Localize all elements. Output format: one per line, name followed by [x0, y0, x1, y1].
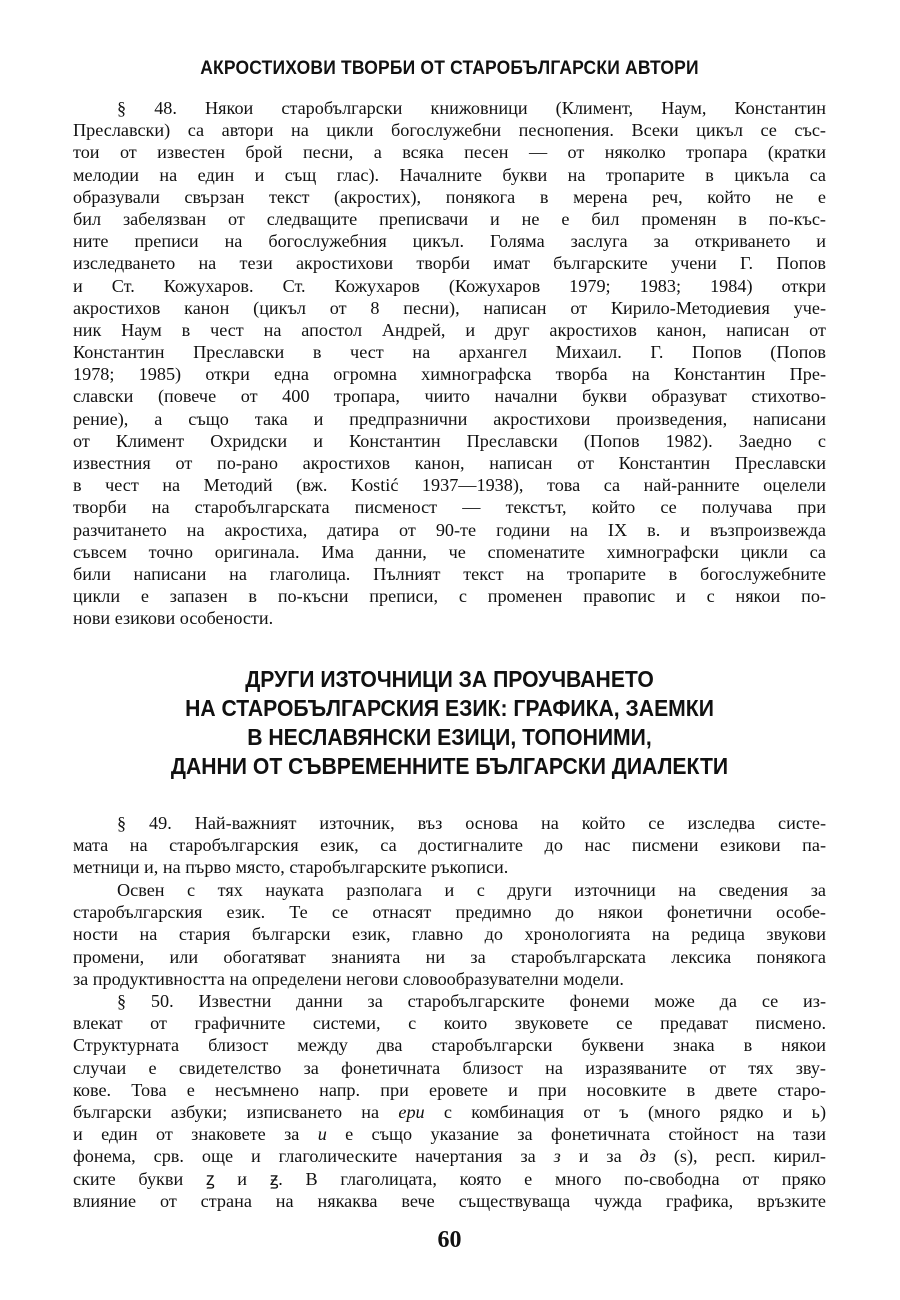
- text-line: 1978; 1985) откри една огромна химнографска творба на Константин Пре-: [73, 364, 826, 385]
- text-line: славски (повече от 400 тропара, чиито начални букви образуват стихотво-: [73, 386, 826, 407]
- text-line: разчитането на акростиха, датира от 90-те години на IX в. и възпроизвежда: [73, 519, 826, 540]
- text-line: § 48. Някои старобългарски книжовници (Климент, Наум, Константин: [117, 98, 826, 118]
- text-line: ник Наум в чест на апостол Андрей, и друг акростихов канон, написан от: [73, 319, 826, 340]
- text-line: от Климент Охридски и Константин Преславски (Попов 1982). Заедно с: [73, 430, 826, 451]
- text-line: в чест на Методий (вж. Kostić 1937—1938), това са най-ранните оцелели: [73, 475, 826, 496]
- text-line: цикли е запазен в по-късни преписи, с променен правопис и с някои по-: [73, 586, 826, 607]
- text-line: метници и, на първо място, старобългарските ръкописи.: [73, 857, 509, 878]
- page-number: 60: [437, 1227, 462, 1253]
- text-line: Константин Преславски в чест на архангел Михаил. Г. Попов (Попов: [73, 342, 826, 363]
- text-line: мелодии на един и същ глас). Началните букви на тропарите в цикъла са: [73, 164, 826, 185]
- text-line: за продуктивността на определени негови словообразувателни модели.: [73, 968, 624, 989]
- text-line: образували свързан текст (акростих), понякога в мерена реч, който не е: [73, 186, 826, 207]
- section-title-line: НА СТАРОБЪЛГАРСКИЯ ЕЗИК: ГРАФИКА, ЗАЕМКИ: [185, 695, 714, 721]
- text-line: бил забелязван от следващите преписвачи и не е бил променян в по-къс-: [73, 208, 826, 229]
- text-line: акростихов канон (цикъл от 8 песни), написан от Кирило-Методиевия уче-: [73, 297, 826, 318]
- section-title-line: В НЕСЛАВЯНСКИ ЕЗИЦИ, ТОПОНИМИ,: [247, 724, 652, 750]
- text-line: изследването на тези акростихови творби имат българските учени Г. Попов: [73, 253, 826, 274]
- italic-term: и: [317, 1124, 327, 1145]
- text-line: известния от по-рано акростихов канон, написан от Константин Преславски: [73, 453, 826, 473]
- italic-term: з: [553, 1146, 561, 1167]
- section-title-line: ДАННИ ОТ СЪВРЕМЕННИТЕ БЪЛГАРСКИ ДИАЛЕКТИ: [170, 753, 729, 779]
- text-line: ности на стария български език, главно до хронологията на редица звукови: [73, 924, 826, 945]
- text-line: влияние от страна на някаква вече съществуваща чужда графика, връзките: [73, 1190, 826, 1211]
- section-title-line: ДРУГИ ИЗТОЧНИЦИ ЗА ПРОУЧВАНЕТО: [245, 666, 654, 692]
- italic-term: ери: [398, 1101, 425, 1122]
- paragraph-48: [73, 97, 826, 630]
- text-line: нови езикови особености.: [73, 608, 274, 629]
- text-line: ските букви ꙁ и ꙃ. В глаголицата, която е много по-свободна от пряко: [73, 1168, 826, 1189]
- text-line: кове. Това е несъмнено напр. при еровете и при носовките в двете старо-: [73, 1079, 826, 1100]
- text-line: ните преписи на богослужебния цикъл. Голяма заслуга за откриването и: [73, 231, 826, 252]
- text-line: български азбуки; изписването на ери с комбинация от ъ (много рядко и ь): [73, 1101, 826, 1122]
- text-line: мата на старобългарския език, са достигналите до нас писмени езикови па-: [73, 835, 826, 856]
- text-line: творби на старобългарската писменост — текстът, който се получава при: [73, 497, 826, 518]
- text-line: Преславски) са автори на цикли богослужебни песнопения. Всеки цикъл се със-: [73, 120, 826, 141]
- text-line: фонема, срв. още и глаголическите начертания за з и за дз (ѕ), респ. кирил-: [73, 1146, 826, 1167]
- text-line: § 49. Най-важният източник, въз основа на който се изследва систе-: [117, 813, 826, 833]
- text-line: тои от известен брой песни, а всяка песен — от няколко тропара (кратки: [73, 142, 826, 163]
- text-line: Освен с тях науката разполага и с други източници на сведения за: [117, 880, 826, 900]
- text-line: и Ст. Кожухаров. Ст. Кожухаров (Кожухаров 1979; 1983; 1984) откри: [73, 275, 826, 296]
- text-line: влекат от графичните системи, с които звуковете се предават писмено.: [73, 1013, 826, 1034]
- text-line: старобългарския език. Те се отнасят предимно до някои фонетични особе-: [73, 902, 826, 923]
- section-title: [111, 665, 789, 781]
- paragraph-50: [73, 990, 826, 1212]
- paragraph-49-continued: [73, 879, 826, 990]
- text-line: рение), а също така и предпразнични акростихови произведения, написани: [73, 408, 826, 429]
- text-line: промени, или обогатяват знанията ни за старобългарската лексика понякога: [73, 946, 826, 967]
- text-line: съвсем точно оригинала. Има данни, че споменатите химнографски цикли са: [73, 541, 826, 562]
- text-line: § 50. Известни данни за старобългарските фонеми може да се из-: [117, 991, 826, 1011]
- running-head: АКРОСТИХОВИ ТВОРБИ ОТ СТАРОБЪЛГАРСКИ АВТОРИ: [200, 58, 699, 79]
- paragraph-49: [73, 812, 826, 879]
- text-line: и един от знаковете за и е също указание за фонетичната стойност на тази: [73, 1124, 826, 1145]
- italic-term: дз: [639, 1146, 656, 1167]
- text-line: били написани на глаголица. Пълният текст на тропарите в богослужебните: [73, 563, 826, 584]
- text-line: случаи е свидетелство за фонетичната близост на изразяваните от тях зву-: [73, 1057, 826, 1078]
- text-line: Структурната близост между два старобългарски буквени знака в някои: [73, 1035, 826, 1056]
